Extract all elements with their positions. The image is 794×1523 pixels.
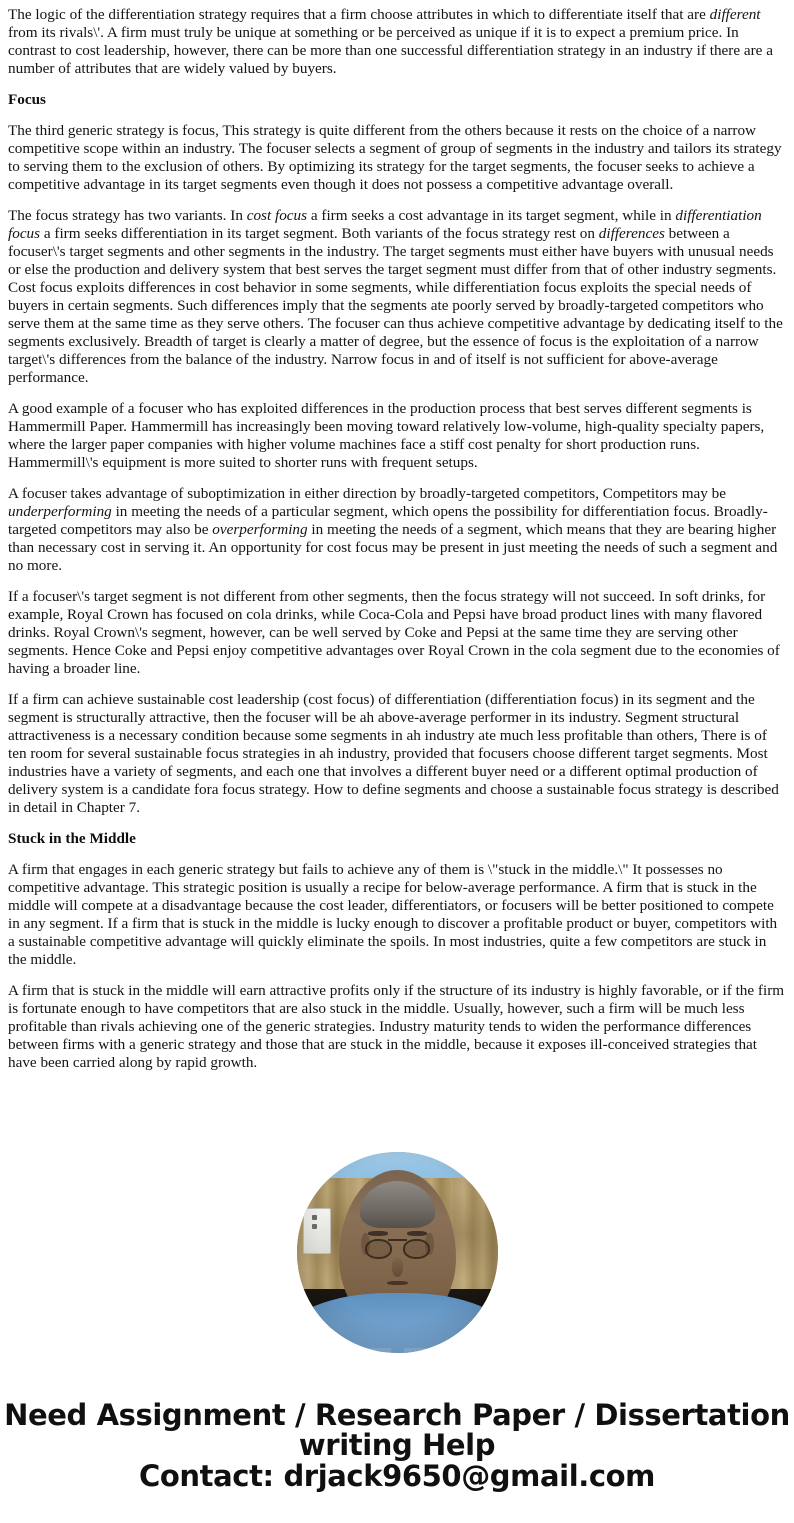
text-run: A focuser takes advantage of suboptimization in either direction by broadly-targeted competitors, Competitors may be bbox=[8, 485, 726, 502]
text-run: in meeting the needs of a particular segment, which opens the possibility for differentiation focus. Broadly-targeted competitors may also be bbox=[8, 503, 768, 538]
photo-lens-left bbox=[365, 1239, 392, 1259]
text-run: a firm seeks a cost advantage in its target segment, while in bbox=[307, 207, 676, 224]
photo-switch-plate bbox=[303, 1208, 331, 1254]
photo-nose bbox=[392, 1258, 402, 1277]
photo-blue-shirt bbox=[297, 1293, 498, 1353]
photo-eyebrow-left bbox=[368, 1231, 388, 1236]
paragraph-stuck-1: A firm that engages in each generic strategy but fails to achieve any of them is \"stuck in the middle.\" It possesses no competitive advantage. This strategic position is usually a recipe for below-average performance. A firm that is stuck in the middle will compete at a disadvantage because the cost leader, differentiators, or focusers will be better positioned to compete in any segment. If a firm that is stuck in the middle is lucky enough to discover a profitable product or buyer, competitors with a sustainable competitive advantage will quickly eliminate the spoils. In most industries, quite a few competitors are stuck in the middle. bbox=[8, 861, 778, 968]
text-run-italic-cost-focus: cost focus bbox=[246, 207, 308, 224]
author-portrait bbox=[297, 1152, 498, 1353]
text-run: from its rivals\'. A firm must truly be unique at something or be perceived as unique if it is to expect a premium price. In contrast to cost leadership, however, there can be more than one successful differentiation strategy in an industry if there are a number of attributes that are widely valued by buyers. bbox=[8, 24, 773, 77]
switch-toggle-bottom bbox=[312, 1224, 317, 1228]
paragraph-differentiation-logic bbox=[8, 6, 785, 78]
heading-stuck-in-the-middle: Stuck in the Middle bbox=[8, 830, 136, 847]
photo-eyeglasses bbox=[365, 1239, 430, 1259]
paragraph-focus-variants bbox=[8, 207, 785, 387]
photo-eyebrow-right bbox=[407, 1231, 427, 1236]
text-run: The logic of the differentiation strategy requires that a firm choose attributes in which to differentiate itself that are bbox=[8, 6, 710, 23]
promo-contact-email: Contact: drjack9650@gmail.com bbox=[139, 1459, 655, 1493]
photo-hair bbox=[360, 1181, 435, 1228]
photo-lens-right bbox=[403, 1239, 430, 1259]
paragraph-stuck-2: A firm that is stuck in the middle will earn attractive profits only if the structure of its industry is highly favorable, or if the firm is fortunate enough to have competitors that are also stuck in the middle. Usually, however, such a firm will be much less profitable than rivals achieving one of the generic strategies. Industry maturity tends to widen the performance differences between firms with a generic strategy and those that are stuck in the middle, because it exposes ill-conceived strategies that have been carried along by rapid growth. bbox=[8, 982, 785, 1071]
text-run-italic: different bbox=[709, 6, 761, 23]
portrait-circle bbox=[297, 1152, 498, 1353]
promo-line-1: Need Assignment / Research Paper / Dissertation bbox=[4, 1398, 790, 1432]
photo-collar-right bbox=[400, 1348, 459, 1353]
paragraph-focus-intro: The third generic strategy is focus, This strategy is quite different from the others because it rests on the choice of a narrow competitive scope within an industry. The focuser selects a segment of group of segments in the industry and tailors its strategy to serving them to the exclusion of others. By optimizing its strategy for the target segments, the focuser seeks to achieve a competitive advantage in its target segments even though it does not possess a competitive advantage overall. bbox=[8, 122, 782, 193]
paragraph-sustainable-focus: If a firm can achieve sustainable cost leadership (cost focus) of differentiation (differentiation focus) in its segment and the segment is structurally attractive, then the focuser will be ah above-average performer in its industry. Segment structural attractiveness is a necessary condition because some segments in ah industry ate much less profitable than others, There is of ten room for several sustainable focus strategies in ah industry, provided that focusers choose different target segments. Most industries have a variety of segments, and each one that involves a different buyer need or a different optimal production of delivery system is a candidate fora focus strategy. How to define segments and choose a sustainable focus strategy is described in detail in Chapter 7. bbox=[8, 691, 779, 816]
text-run: a firm seeks differentiation in its target segment. Both variants of the focus strategy rest on bbox=[40, 225, 599, 242]
paragraph-royal-crown: If a focuser\'s target segment is not different from other segments, then the focus strategy will not succeed. In soft drinks, for example, Royal Crown has focused on cola drinks, while Coca-Cola and Pepsi have broad product lines with many flavored drinks. Royal Crown\'s segment, however, can be well served by Coke and Pepsi at the same time they are serving other segments. Hence Coke and Pepsi enjoy competitive advantages over Royal Crown in the cola segment due to the economies of having a broader line. bbox=[8, 588, 780, 677]
promo-banner bbox=[0, 1400, 794, 1491]
paragraph-suboptimization bbox=[8, 485, 785, 575]
text-run-italic-underperforming: underperforming bbox=[8, 503, 112, 520]
text-run: in meeting the needs of a segment, which means that they are bearing higher than necessary cost in serving it. An opportunity for cost focus may be present in just meeting the needs of such a segment and no more. bbox=[8, 521, 778, 574]
paragraph-hammermill: A good example of a focuser who has exploited differences in the production process that best serves different segments is Hammermill Paper. Hammermill has increasingly been moving toward relatively low-volume, high-quality specialty papers, where the larger paper companies with higher volume machines face a stiff cost penalty for short production runs. Hammermill\'s equipment is more suited to shorter runs with frequent setups. bbox=[8, 400, 765, 471]
heading-focus: Focus bbox=[8, 91, 46, 108]
photo-mouth bbox=[387, 1281, 408, 1285]
switch-toggle-top bbox=[312, 1215, 317, 1219]
text-run-italic-differences: differences bbox=[598, 225, 665, 242]
text-run-italic-overperforming: overperforming bbox=[212, 521, 308, 538]
photo-glasses-bridge bbox=[388, 1239, 407, 1241]
photo-collar-left bbox=[336, 1348, 395, 1353]
text-run: between a focuser\'s target segments and other segments in the industry. The target segments must either have buyers with unusual needs or else the production and delivery system that best serves the target segment must differ from that of other industry segments. Cost focus exploits differences in cost behavior in some segments, while differentiation focus exploits the special needs of buyers in certain segments. Such differences imply that the segments ate poorly served by broadly-targeted competitors who serve them at the same time as they serve others. The focuser can thus achieve competitive advantage by dedicating itself to the segments exclusively. Breadth of target is clearly a matter of degree, but the essence of focus is the exploitation of a narrow target\'s differences from the balance of the industry. Narrow focus in and of itself is not sufficient for above-average performance. bbox=[8, 225, 783, 386]
text-run-italic-differentiation-focus: differentiation focus bbox=[8, 207, 762, 242]
promo-line-2: writing Help bbox=[298, 1428, 496, 1462]
text-run: The focus strategy has two variants. In bbox=[8, 207, 247, 224]
